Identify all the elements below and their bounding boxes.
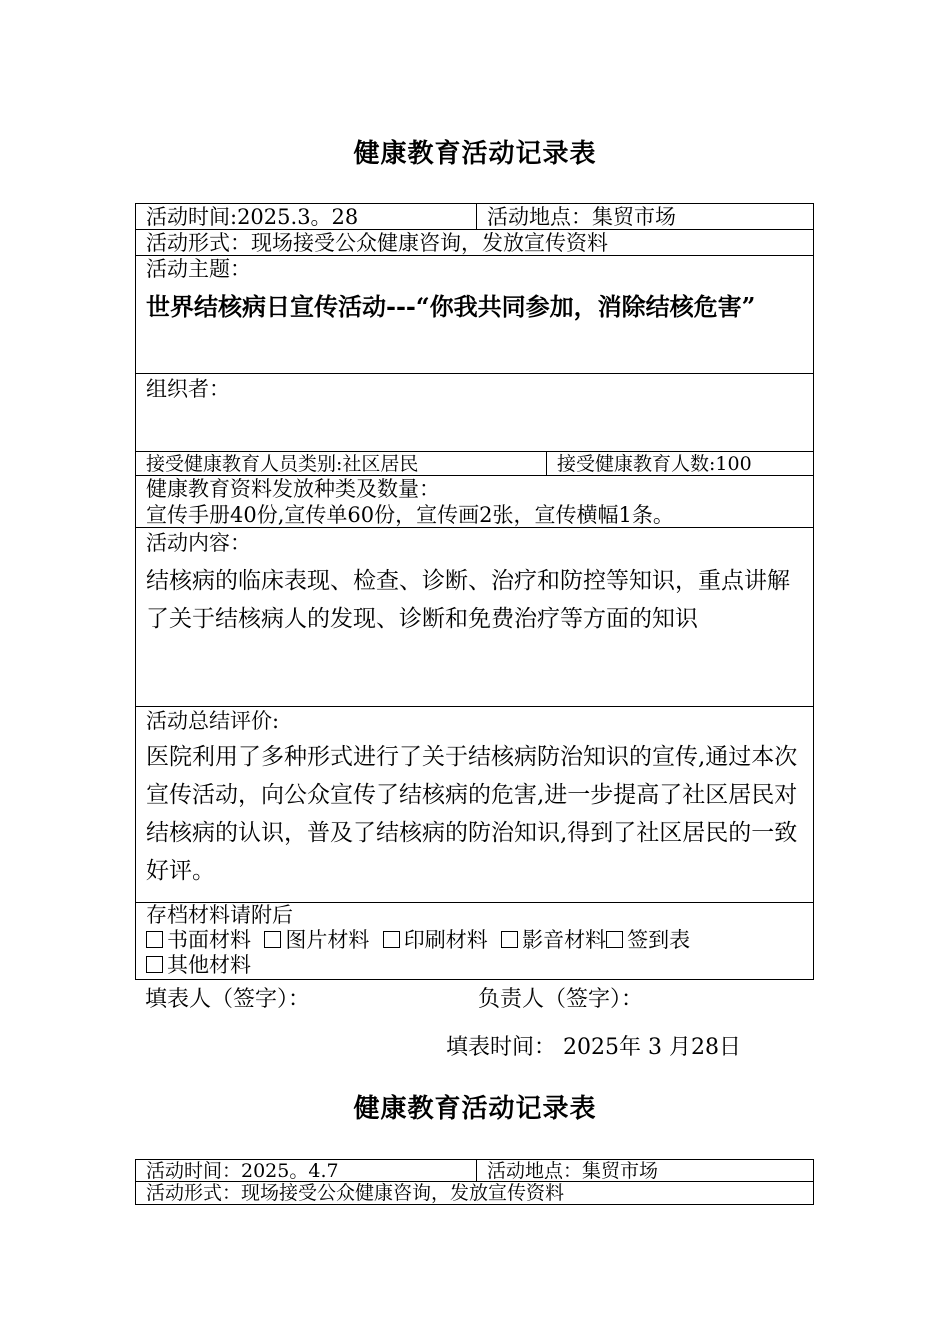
checkbox-option-other[interactable]: 其他材料 [146,953,251,977]
checkbox-icon [606,931,623,948]
activity-time: 活动时间:2025.3。28 [146,205,359,229]
materials-label: 健康教育资料发放种类及数量： [146,477,440,501]
record1-title: 健康教育活动记录表 [353,139,597,169]
filler-signature: 填表人（签字）： [145,987,311,1012]
organizer-label: 组织者： [146,377,230,401]
archive-options-line1 [136,928,813,953]
time-location-row [136,1160,813,1182]
record2-title: 健康教育活动记录表 [353,1094,597,1124]
materials-text: 宣传手册40份,宣传单60份，宣传画2张，宣传横幅1条。 [146,503,674,527]
checkbox-option-printed[interactable]: 印刷材料 [383,928,488,952]
archive-label: 存档材料请附后 [146,903,293,927]
activity-form: 活动形式：现场接受公众健康咨询，发放宣传资料 [146,1182,565,1204]
checkbox-option-written[interactable]: 书面材料 [146,928,251,952]
content-label: 活动内容： [146,531,251,555]
summary-text: 医院利用了多种形式进行了关于结核病防治知识的宣传,通过本次宣传活动，向公众宣传了结核病的危害,进一步提高了社区居民对结核病的认识，普及了结核病的防治知识,得到了社区居民的一致好评。 [146,744,798,884]
content-text: 结核病的临床表现、检查、诊断、治疗和防控等知识，重点讲解了关于结核病人的发现、诊断和免费治疗等方面的知识 [146,568,790,632]
record2-form-table [135,1159,814,1205]
archive-options-line2 [136,953,813,978]
record1-form-table [135,203,814,980]
audience-count: 接受健康教育人数:100 [546,452,813,475]
activity-location: 活动地点：集贸市场 [476,1160,813,1181]
materials-row [136,476,813,528]
activity-location: 活动地点：集贸市场 [476,204,813,229]
audience-row [136,452,813,476]
activity-time: 活动时间：2025。4.7 [146,1160,339,1182]
archive-row [136,903,813,979]
summary-label: 活动总结评价: [146,709,280,733]
checkbox-icon [146,931,163,948]
summary-row [136,707,813,903]
time-location-row [136,204,813,230]
audience-type: 接受健康教育人员类别:社区居民 [146,453,419,475]
responsible-signature: 负责人（签字）： [478,987,644,1012]
theme-text: 世界结核病日宣传活动---“你我共同参加，消除结核危害” [146,292,756,321]
activity-form: 活动形式：现场接受公众健康咨询，发放宣传资料 [136,230,813,256]
checkbox-icon [383,931,400,948]
theme-label: 活动主题： [146,257,251,281]
checkbox-icon [501,931,518,948]
checkbox-option-images[interactable]: 图片材料 [264,928,369,952]
checkbox-icon [264,931,281,948]
theme-row [136,256,813,374]
fill-time: 填表时间： 2025年 3 月28日 [446,1035,741,1060]
checkbox-option-signin[interactable]: 签到表 [606,928,690,952]
checkbox-icon [146,956,163,973]
content-row [136,528,813,707]
organizer-row [136,374,813,452]
checkbox-option-av[interactable]: 影音材料 [501,928,606,952]
